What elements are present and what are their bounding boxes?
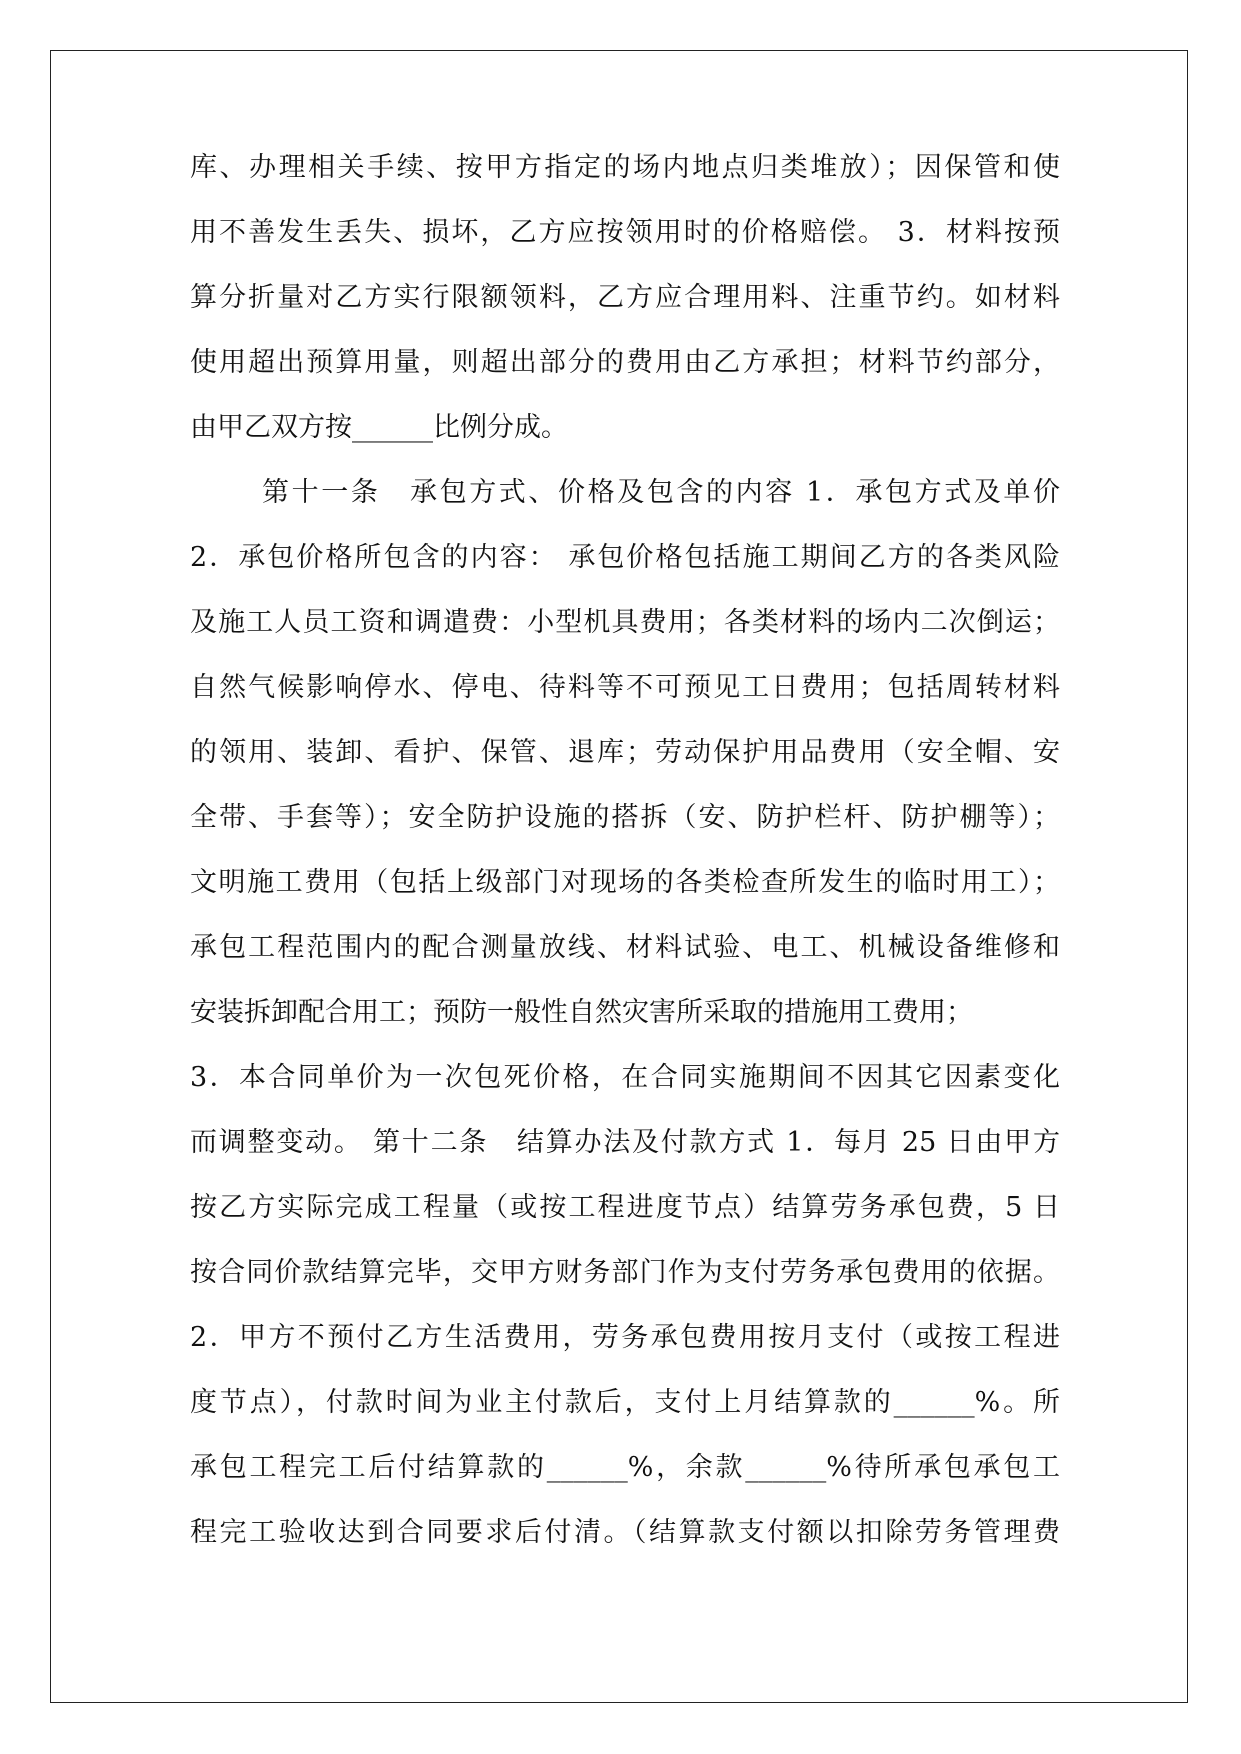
text-line: 度节点），付款时间为业主付款后，支付上月结算款的______%。所	[190, 1387, 1060, 1418]
text-line: 2．承包价格所包含的内容： 承包价格包括施工期间乙方的各类风险	[190, 542, 1060, 573]
text-line: 承包工程完工后付结算款的______%，余款______%待所承包承包工	[190, 1452, 1060, 1483]
text-line: 按合同价款结算完毕，交甲方财务部门作为支付劳务承包费用的依据。	[190, 1257, 1060, 1288]
text-line: 文明施工费用（包括上级部门对现场的各类检查所发生的临时用工）；	[190, 867, 1060, 898]
text-line: 由甲乙双方按______比例分成。	[190, 412, 568, 443]
text-line: 按乙方实际完成工程量（或按工程进度节点）结算劳务承包费，5 日	[190, 1192, 1060, 1223]
text-line: 用不善发生丢失、损坏，乙方应按领用时的价格赔偿。 3．材料按预	[190, 217, 1060, 248]
text-line: 使用超出预算用量，则超出部分的费用由乙方承担；材料节约部分，	[190, 347, 1060, 378]
text-line: 承包工程范围内的配合测量放线、材料试验、电工、机械设备维修和	[190, 932, 1060, 963]
contract-body-text	[190, 146, 1060, 1576]
text-line: 第十一条 承包方式、价格及包含的内容 1．承包方式及单价	[262, 477, 1060, 508]
text-line: 安装拆卸配合用工；预防一般性自然灾害所采取的措施用工费用；	[190, 997, 973, 1028]
text-line: 而调整变动。 第十二条 结算办法及付款方式 1．每月 25 日由甲方	[190, 1127, 1060, 1158]
text-line: 3．本合同单价为一次包死价格，在合同实施期间不因其它因素变化	[190, 1062, 1060, 1093]
text-line: 及施工人员工资和调遣费：小型机具费用；各类材料的场内二次倒运；	[190, 607, 1060, 638]
text-line: 全带、手套等）；安全防护设施的搭拆（安、防护栏杆、防护棚等）；	[190, 802, 1060, 833]
text-line: 2．甲方不预付乙方生活费用，劳务承包费用按月支付（或按工程进	[190, 1322, 1060, 1353]
text-line: 程完工验收达到合同要求后付清。（结算款支付额以扣除劳务管理费	[190, 1517, 1060, 1548]
text-line: 算分折量对乙方实行限额领料，乙方应合理用料、注重节约。如材料	[190, 282, 1060, 313]
text-line: 自然气候影响停水、停电、待料等不可预见工日费用；包括周转材料	[190, 672, 1060, 703]
text-line: 库、办理相关手续、按甲方指定的场内地点归类堆放）；因保管和使	[190, 152, 1060, 183]
text-line: 的领用、装卸、看护、保管、退库；劳动保护用品费用（安全帽、安	[190, 737, 1060, 768]
